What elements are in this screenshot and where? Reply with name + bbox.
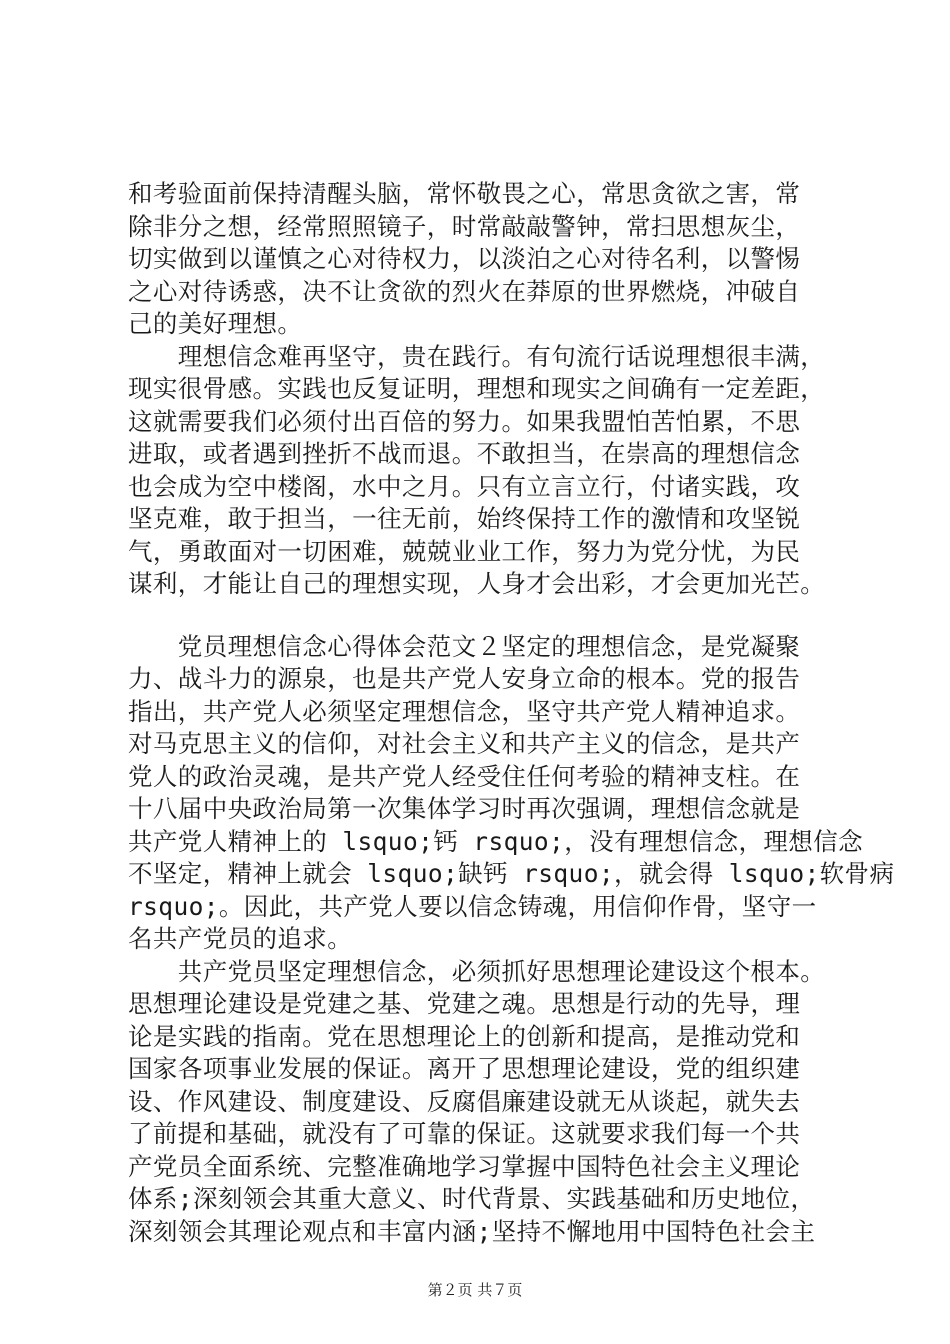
text-line: 国家各项事业发展的保证。离开了思想理论建设，党的组织建 bbox=[128, 1054, 801, 1083]
text-line: 体系;深刻领会其重大意义、时代背景、实践基础和历史地位， bbox=[128, 1184, 816, 1213]
text-line: 党人的政治灵魂，是共产党人经受住任何考验的精神支柱。在 bbox=[128, 761, 801, 791]
paragraph-2 bbox=[128, 341, 828, 601]
text-line: 现实很骨感。实践也反复证明，理想和现实之间确有一定差距， bbox=[128, 374, 826, 403]
paragraph-3 bbox=[128, 631, 895, 956]
document-body bbox=[128, 178, 895, 1248]
text-line: rsquo;。因此，共产党人要以信念铸魂，用信仰作骨，坚守一 bbox=[128, 891, 817, 921]
page-number-footer: 第２页 共７页 bbox=[427, 1281, 523, 1299]
text-line: 共产党人精神上的 lsquo;钙 rsquo;，没有理想信念，理想信念 bbox=[128, 826, 864, 856]
text-line: 除非分之想，经常照照镜子，时常敲敲警钟，常扫思想灰尘， bbox=[128, 211, 801, 241]
text-line: 进取，或者遇到挫折不战而退。不敢担当，在崇高的理想信念 bbox=[128, 439, 801, 468]
text-line: 力、战斗力的源泉，也是共产党人安身立命的根本。党的报告 bbox=[128, 664, 801, 693]
text-line: 坚克难，敢于担当，一往无前，始终保持工作的激情和攻坚锐 bbox=[128, 504, 801, 533]
text-line: 切实做到以谨慎之心对待权力，以淡泊之心对待名利，以警惕 bbox=[128, 244, 801, 273]
text-line: 这就需要我们必须付出百倍的努力。如果我盟怕苦怕累，不思 bbox=[128, 406, 801, 436]
text-line: 指出，共产党人必须坚定理想信念，坚守共产党人精神追求。 bbox=[128, 696, 801, 726]
text-line: 己的美好理想。 bbox=[128, 309, 303, 338]
text-line: 共产党员坚定理想信念，必须抓好思想理论建设这个根本。 bbox=[128, 956, 826, 986]
paragraph-4 bbox=[128, 956, 828, 1249]
text-line: 十八届中央政治局第一次集体学习时再次强调，理想信念就是 bbox=[128, 794, 801, 823]
text-line: 产党员全面系统、完整准确地学习掌握中国特色社会主义理论 bbox=[128, 1151, 801, 1181]
text-line: 之心对待诱惑，决不让贪欲的烈火在莽原的世界燃烧，冲破自 bbox=[128, 276, 801, 306]
text-line: 党员理想信念心得体会范文２坚定的理想信念，是党凝聚 bbox=[128, 631, 801, 661]
text-line: 深刻领会其理论观点和丰富内涵;坚持不懈地用中国特色社会主 bbox=[128, 1216, 816, 1246]
text-line: 对马克思主义的信仰，对社会主义和共产主义的信念，是共产 bbox=[128, 729, 801, 758]
text-line: 思想理论建设是党建之基、党建之魂。思想是行动的先导，理 bbox=[128, 989, 801, 1018]
text-line: 不坚定，精神上就会 lsquo;缺钙 rsquo;，就会得 lsquo;软骨病 bbox=[128, 859, 895, 888]
text-line: 论是实践的指南。党在思想理论上的创新和提高，是推动党和 bbox=[128, 1021, 801, 1051]
text-line: 名共产党员的追求。 bbox=[128, 924, 353, 953]
text-line: 气，勇敢面对一切困难，兢兢业业工作，努力为党分忧，为民 bbox=[128, 536, 801, 566]
text-line: 了前提和基础，就没有了可靠的保证。这就要求我们每一个共 bbox=[128, 1119, 801, 1148]
text-line: 谋利，才能让自己的理想实现，人身才会出彩，才会更加光芒。 bbox=[128, 569, 826, 598]
text-line: 和考验面前保持清醒头脑，常怀敬畏之心，常思贪欲之害，常 bbox=[128, 179, 801, 208]
text-line: 也会成为空中楼阁，水中之月。只有立言立行，付诸实践，攻 bbox=[128, 471, 801, 501]
text-line: 理想信念难再坚守，贵在践行。有句流行话说理想很丰满， bbox=[128, 341, 826, 371]
paragraph-1 bbox=[128, 178, 828, 341]
paragraph-spacer bbox=[128, 601, 828, 631]
text-line: 设、作风建设、制度建设、反腐倡廉建设就无从谈起，就失去 bbox=[128, 1086, 801, 1116]
